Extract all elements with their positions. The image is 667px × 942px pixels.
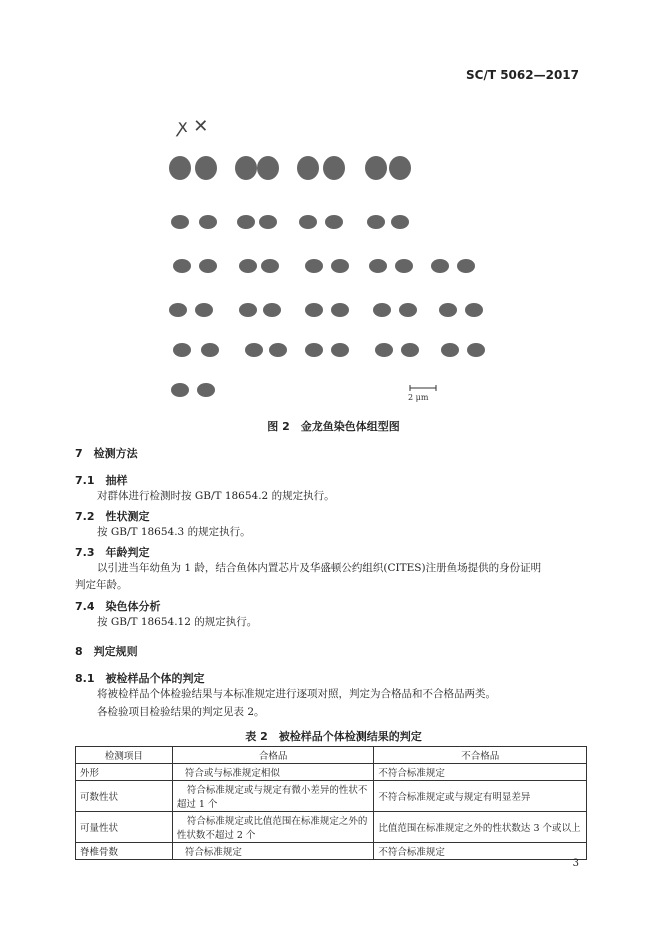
chromosome xyxy=(323,156,345,180)
section-7-3-text-2: 判定年龄。 xyxy=(75,579,128,591)
chromosome xyxy=(365,156,387,180)
chromosome xyxy=(369,259,387,273)
chromosome xyxy=(199,215,217,229)
chromosome xyxy=(467,343,485,357)
chromosome xyxy=(239,259,257,273)
chromosome xyxy=(389,156,411,180)
section-7-3-heading: 7.3 年龄判定 xyxy=(75,546,150,559)
chromosome xyxy=(331,259,349,273)
chromosome xyxy=(195,156,217,180)
section-7-1-text: 对群体进行检测时按 GB/T 18654.2 的规定执行。 xyxy=(97,490,335,502)
chromosome xyxy=(239,303,257,317)
chromosome xyxy=(297,156,319,180)
chromosome xyxy=(235,156,257,180)
chromosome xyxy=(261,259,279,273)
standard-code: SC/T 5062—2017 xyxy=(466,68,579,82)
section-7-2-text: 按 GB/T 18654.3 的规定执行。 xyxy=(97,526,251,538)
col-header-unqualified: 不合格品 xyxy=(374,747,587,764)
chromosome xyxy=(441,343,459,357)
chromosome xyxy=(305,343,323,357)
chromosome xyxy=(395,259,413,273)
chromosome xyxy=(269,343,287,357)
chromosome xyxy=(199,259,217,273)
chromosome xyxy=(401,343,419,357)
chromosome xyxy=(171,383,189,397)
chromosome xyxy=(457,259,475,273)
section-8-heading: 8 判定规则 xyxy=(75,645,138,658)
section-8-1-text-2: 各检验项目检验结果的判定见表 2。 xyxy=(97,706,265,718)
chromosome xyxy=(173,343,191,357)
chromosome xyxy=(373,303,391,317)
chromosome xyxy=(439,303,457,317)
chromosome xyxy=(367,215,385,229)
chromosome xyxy=(195,303,213,317)
chromosome xyxy=(325,215,343,229)
chromosome xyxy=(331,303,349,317)
chromosome xyxy=(305,303,323,317)
section-7-heading: 7 检测方法 xyxy=(75,447,138,460)
chromosome xyxy=(173,259,191,273)
table-row: 可量性状 符合标准规定或比值范围在标准规定之外的性状数不超过 2 个 比值范围在标准规定之外的性状数达 3 个或以上 xyxy=(76,812,587,843)
table-row: 可数性状 符合标准规定或与规定有微小差异的性状不超过 1 个 不符合标准规定或与规定有明显差异 xyxy=(76,781,587,812)
chromosome xyxy=(465,303,483,317)
figure-caption: 图 2 金龙鱼染色体组型图 xyxy=(267,420,400,433)
chromosome xyxy=(197,383,215,397)
chromosome xyxy=(305,259,323,273)
section-7-2-heading: 7.2 性状测定 xyxy=(75,510,150,523)
table-row: 外形 符合或与标准规定相似 不符合标准规定 xyxy=(76,764,587,781)
section-8-1-heading: 8.1 被检样品个体的判定 xyxy=(75,672,205,685)
chromosome xyxy=(237,215,255,229)
chromosome xyxy=(259,215,277,229)
svg-text:ꭗ ✕: ꭗ ✕ xyxy=(178,116,209,137)
col-header-qualified: 合格品 xyxy=(172,747,374,764)
chromosome xyxy=(299,215,317,229)
chromosome xyxy=(201,343,219,357)
scale-label: 2 μm xyxy=(408,393,429,402)
chromosome xyxy=(331,343,349,357)
chromosome xyxy=(169,303,187,317)
chromosome xyxy=(171,215,189,229)
section-8-1-text-1: 将被检样品个体检验结果与本标准规定进行逐项对照，判定为合格品和不合格品两类。 xyxy=(97,688,496,700)
page-number: 3 xyxy=(572,858,579,869)
chromosome xyxy=(245,343,263,357)
section-7-4-text: 按 GB/T 18654.12 的规定执行。 xyxy=(97,616,258,628)
chromosome xyxy=(257,156,279,180)
chromosome xyxy=(169,156,191,180)
section-7-1-heading: 7.1 抽样 xyxy=(75,474,128,487)
col-header-item: 检测项目 xyxy=(76,747,173,764)
chromosome xyxy=(375,343,393,357)
chromosome xyxy=(263,303,281,317)
chromosome xyxy=(399,303,417,317)
criteria-table xyxy=(75,746,587,860)
chromosome xyxy=(391,215,409,229)
table-caption: 表 2 被检样品个体检测结果的判定 xyxy=(245,730,422,743)
chromosome xyxy=(431,259,449,273)
section-7-3-text-1: 以引进当年幼鱼为 1 龄，结合鱼体内置芯片及华盛顿公约组织(CITES)注册鱼场提供的身份证明 xyxy=(97,562,542,574)
karyotype-image xyxy=(160,110,500,410)
section-7-4-heading: 7.4 染色体分析 xyxy=(75,600,161,613)
table-row: 脊椎骨数 符合标准规定 不符合标准规定 xyxy=(76,843,587,860)
